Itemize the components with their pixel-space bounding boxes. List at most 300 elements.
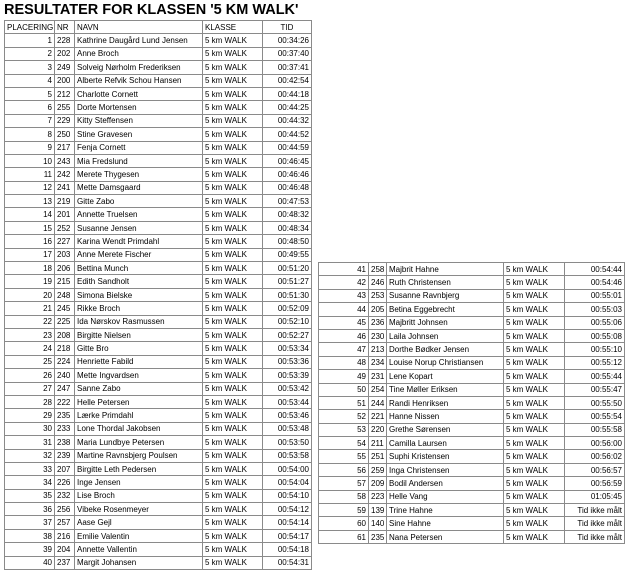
klasse-cell: 5 km WALK	[203, 315, 263, 328]
nr-cell: 231	[369, 370, 387, 383]
nr-cell: 216	[55, 529, 75, 542]
name-cell: Edith Sandholt	[75, 275, 203, 288]
nr-cell: 242	[55, 168, 75, 181]
tid-cell: 00:44:59	[263, 141, 312, 154]
tid-cell: 00:56:59	[565, 477, 625, 490]
table-row	[319, 423, 625, 436]
name-cell: Camilla Laursen	[387, 437, 504, 450]
placering-cell: 7	[5, 114, 55, 127]
nr-cell: 221	[369, 410, 387, 423]
table-row	[5, 61, 312, 74]
name-cell: Suphi Kristensen	[387, 450, 504, 463]
table-row	[319, 343, 625, 356]
name-cell: Rikke Broch	[75, 302, 203, 315]
nr-cell: 248	[55, 288, 75, 301]
table-row	[319, 450, 625, 463]
placering-cell: 42	[319, 276, 369, 289]
header-nr: NR	[55, 21, 75, 34]
name-cell: Inge Jensen	[75, 476, 203, 489]
placering-cell: 9	[5, 141, 55, 154]
table-row	[319, 263, 625, 276]
tid-cell: 00:55:50	[565, 396, 625, 409]
nr-cell: 204	[55, 543, 75, 556]
table-row	[5, 516, 312, 529]
klasse-cell: 5 km WALK	[504, 303, 565, 316]
tid-cell: 00:55:08	[565, 329, 625, 342]
placering-cell: 32	[5, 449, 55, 462]
tid-cell: 00:56:00	[565, 437, 625, 450]
placering-cell: 53	[319, 423, 369, 436]
placering-cell: 6	[5, 101, 55, 114]
name-cell: Margit Johansen	[75, 556, 203, 569]
table-row	[5, 395, 312, 408]
name-cell: Helle Vang	[387, 490, 504, 503]
tid-cell: 00:48:34	[263, 221, 312, 234]
table-row	[5, 208, 312, 221]
nr-cell: 258	[369, 263, 387, 276]
table-row	[319, 396, 625, 409]
placering-cell: 58	[319, 490, 369, 503]
klasse-cell: 5 km WALK	[203, 61, 263, 74]
klasse-cell: 5 km WALK	[504, 356, 565, 369]
tid-cell: 00:53:34	[263, 342, 312, 355]
name-cell: Tine Møller Eriksen	[387, 383, 504, 396]
klasse-cell: 5 km WALK	[203, 516, 263, 529]
klasse-cell: 5 km WALK	[203, 34, 263, 47]
placering-cell: 50	[319, 383, 369, 396]
name-cell: Majbritt Johnsen	[387, 316, 504, 329]
nr-cell: 236	[369, 316, 387, 329]
table-row	[5, 154, 312, 167]
klasse-cell: 5 km WALK	[203, 369, 263, 382]
name-cell: Vibeke Rosenmeyer	[75, 503, 203, 516]
klasse-cell: 5 km WALK	[504, 437, 565, 450]
klasse-cell: 5 km WALK	[203, 248, 263, 261]
table-row	[5, 436, 312, 449]
name-cell: Kathrine Daugård Lund Jensen	[75, 34, 203, 47]
header-placering: PLACERING	[5, 21, 55, 34]
nr-cell: 202	[55, 47, 75, 60]
klasse-cell: 5 km WALK	[504, 329, 565, 342]
table-row	[5, 328, 312, 341]
nr-cell: 217	[55, 141, 75, 154]
tid-cell: 00:55:01	[565, 289, 625, 302]
placering-cell: 18	[5, 262, 55, 275]
name-cell: Sine Hahne	[387, 517, 504, 530]
table-row	[5, 302, 312, 315]
name-cell: Ida Nørskov Rasmussen	[75, 315, 203, 328]
klasse-cell: 5 km WALK	[203, 342, 263, 355]
klasse-cell: 5 km WALK	[203, 208, 263, 221]
placering-cell: 4	[5, 74, 55, 87]
placering-cell: 39	[5, 543, 55, 556]
placering-cell: 51	[319, 396, 369, 409]
tid-cell: 00:54:17	[263, 529, 312, 542]
table-row	[319, 329, 625, 342]
name-cell: Susanne Ravnbjerg	[387, 289, 504, 302]
tid-cell: 00:44:32	[263, 114, 312, 127]
tid-cell: 00:53:46	[263, 409, 312, 422]
placering-cell: 10	[5, 154, 55, 167]
table-row	[5, 503, 312, 516]
tid-cell: 00:52:09	[263, 302, 312, 315]
tid-cell: 00:54:04	[263, 476, 312, 489]
nr-cell: 224	[55, 355, 75, 368]
klasse-cell: 5 km WALK	[504, 410, 565, 423]
klasse-cell: 5 km WALK	[504, 370, 565, 383]
placering-cell: 52	[319, 410, 369, 423]
name-cell: Hanne Nissen	[387, 410, 504, 423]
nr-cell: 218	[55, 342, 75, 355]
tid-cell: 00:42:54	[263, 74, 312, 87]
table-row	[5, 128, 312, 141]
placering-cell: 23	[5, 328, 55, 341]
placering-cell: 56	[319, 463, 369, 476]
klasse-cell: 5 km WALK	[504, 517, 565, 530]
tid-cell: Tid ikke målt	[565, 530, 625, 543]
name-cell: Dorthe Bødker Jensen	[387, 343, 504, 356]
tid-cell: 00:34:26	[263, 34, 312, 47]
klasse-cell: 5 km WALK	[504, 450, 565, 463]
table-row	[5, 529, 312, 542]
table-row	[319, 437, 625, 450]
klasse-cell: 5 km WALK	[203, 382, 263, 395]
placering-cell: 59	[319, 504, 369, 517]
table-row	[5, 262, 312, 275]
placering-cell: 38	[5, 529, 55, 542]
name-cell: Louise Norup Christiansen	[387, 356, 504, 369]
tid-cell: 00:52:10	[263, 315, 312, 328]
placering-cell: 36	[5, 503, 55, 516]
klasse-cell: 5 km WALK	[203, 195, 263, 208]
table-row	[5, 101, 312, 114]
name-cell: Laila Johnsen	[387, 329, 504, 342]
table-row	[5, 288, 312, 301]
nr-cell: 244	[369, 396, 387, 409]
name-cell: Merete Thygesen	[75, 168, 203, 181]
table-row	[319, 463, 625, 476]
tid-cell: 00:46:46	[263, 168, 312, 181]
nr-cell: 255	[55, 101, 75, 114]
tid-cell: 00:53:44	[263, 395, 312, 408]
table-row	[5, 141, 312, 154]
nr-cell: 226	[55, 476, 75, 489]
nr-cell: 225	[55, 315, 75, 328]
tid-cell: 00:44:18	[263, 87, 312, 100]
placering-cell: 44	[319, 303, 369, 316]
tid-cell: 00:47:53	[263, 195, 312, 208]
klasse-cell: 5 km WALK	[203, 221, 263, 234]
name-cell: Birgitte Leth Pedersen	[75, 462, 203, 475]
placering-cell: 43	[319, 289, 369, 302]
placering-cell: 35	[5, 489, 55, 502]
name-cell: Randi Henriksen	[387, 396, 504, 409]
klasse-cell: 5 km WALK	[504, 530, 565, 543]
table-row	[319, 490, 625, 503]
nr-cell: 250	[55, 128, 75, 141]
tid-cell: 00:54:00	[263, 462, 312, 475]
name-cell: Annette Truelsen	[75, 208, 203, 221]
placering-cell: 26	[5, 369, 55, 382]
nr-cell: 245	[55, 302, 75, 315]
table-row	[5, 235, 312, 248]
nr-cell: 140	[369, 517, 387, 530]
name-cell: Nana Petersen	[387, 530, 504, 543]
tid-cell: 00:55:12	[565, 356, 625, 369]
name-cell: Bettina Munch	[75, 262, 203, 275]
name-cell: Aase Gejl	[75, 516, 203, 529]
tid-cell: 00:46:45	[263, 154, 312, 167]
klasse-cell: 5 km WALK	[203, 395, 263, 408]
table-row	[5, 248, 312, 261]
placering-cell: 37	[5, 516, 55, 529]
name-cell: Mette Ingvardsen	[75, 369, 203, 382]
tid-cell: 00:54:10	[263, 489, 312, 502]
name-cell: Emilie Valentin	[75, 529, 203, 542]
nr-cell: 227	[55, 235, 75, 248]
header-klasse: KLASSE	[203, 21, 263, 34]
tid-cell: 00:56:02	[565, 450, 625, 463]
placering-cell: 41	[319, 263, 369, 276]
nr-cell: 240	[55, 369, 75, 382]
table-row	[319, 289, 625, 302]
placering-cell: 27	[5, 382, 55, 395]
table-row	[319, 303, 625, 316]
table-row	[5, 556, 312, 569]
table-row	[5, 34, 312, 47]
name-cell: Solveig Nørholm Frederiksen	[75, 61, 203, 74]
nr-cell: 223	[369, 490, 387, 503]
tid-cell: 00:53:42	[263, 382, 312, 395]
name-cell: Martine Ravnsbjerg Poulsen	[75, 449, 203, 462]
name-cell: Karina Wendt Primdahl	[75, 235, 203, 248]
nr-cell: 228	[55, 34, 75, 47]
header-row	[5, 21, 312, 34]
table-row	[5, 369, 312, 382]
nr-cell: 200	[55, 74, 75, 87]
name-cell: Majbrit Hahne	[387, 263, 504, 276]
nr-cell: 207	[55, 462, 75, 475]
name-cell: Ruth Christensen	[387, 276, 504, 289]
name-cell: Grethe Sørensen	[387, 423, 504, 436]
header-tid: TID	[263, 21, 312, 34]
nr-cell: 213	[369, 343, 387, 356]
table-row	[5, 409, 312, 422]
nr-cell: 251	[369, 450, 387, 463]
tid-cell: 00:55:54	[565, 410, 625, 423]
name-cell: Susanne Jensen	[75, 221, 203, 234]
klasse-cell: 5 km WALK	[203, 436, 263, 449]
placering-cell: 40	[5, 556, 55, 569]
nr-cell: 246	[369, 276, 387, 289]
placering-cell: 45	[319, 316, 369, 329]
placering-cell: 29	[5, 409, 55, 422]
table-row	[5, 87, 312, 100]
nr-cell: 229	[55, 114, 75, 127]
table-row	[319, 316, 625, 329]
tid-cell: Tid ikke målt	[565, 504, 625, 517]
klasse-cell: 5 km WALK	[504, 316, 565, 329]
table-row	[319, 276, 625, 289]
placering-cell: 31	[5, 436, 55, 449]
klasse-cell: 5 km WALK	[203, 128, 263, 141]
table-row	[5, 543, 312, 556]
nr-cell: 206	[55, 262, 75, 275]
klasse-cell: 5 km WALK	[504, 504, 565, 517]
klasse-cell: 5 km WALK	[203, 262, 263, 275]
table-row	[5, 315, 312, 328]
klasse-cell: 5 km WALK	[203, 462, 263, 475]
placering-cell: 22	[5, 315, 55, 328]
klasse-cell: 5 km WALK	[203, 529, 263, 542]
table-row	[5, 195, 312, 208]
placering-cell: 47	[319, 343, 369, 356]
placering-cell: 24	[5, 342, 55, 355]
nr-cell: 247	[55, 382, 75, 395]
name-cell: Stine Gravesen	[75, 128, 203, 141]
nr-cell: 201	[55, 208, 75, 221]
nr-cell: 256	[55, 503, 75, 516]
nr-cell: 222	[55, 395, 75, 408]
table-row	[319, 477, 625, 490]
name-cell: Trine Hahne	[387, 504, 504, 517]
table-row	[5, 449, 312, 462]
klasse-cell: 5 km WALK	[504, 490, 565, 503]
klasse-cell: 5 km WALK	[203, 489, 263, 502]
tid-cell: 00:53:36	[263, 355, 312, 368]
name-cell: Gitte Bro	[75, 342, 203, 355]
klasse-cell: 5 km WALK	[504, 383, 565, 396]
tid-cell: 00:49:55	[263, 248, 312, 261]
tid-cell: 00:51:30	[263, 288, 312, 301]
tid-cell: 00:53:48	[263, 422, 312, 435]
nr-cell: 212	[55, 87, 75, 100]
nr-cell: 252	[55, 221, 75, 234]
klasse-cell: 5 km WALK	[504, 276, 565, 289]
nr-cell: 215	[55, 275, 75, 288]
placering-cell: 57	[319, 477, 369, 490]
placering-cell: 54	[319, 437, 369, 450]
tid-cell: 00:37:41	[263, 61, 312, 74]
placering-cell: 21	[5, 302, 55, 315]
klasse-cell: 5 km WALK	[203, 288, 263, 301]
klasse-cell: 5 km WALK	[504, 289, 565, 302]
name-cell: Dorte Mortensen	[75, 101, 203, 114]
name-cell: Birgitte Nielsen	[75, 328, 203, 341]
nr-cell: 203	[55, 248, 75, 261]
table-row	[319, 383, 625, 396]
klasse-cell: 5 km WALK	[203, 235, 263, 248]
nr-cell: 230	[369, 329, 387, 342]
klasse-cell: 5 km WALK	[203, 141, 263, 154]
header-navn: NAVN	[75, 21, 203, 34]
klasse-cell: 5 km WALK	[504, 396, 565, 409]
tid-cell: 00:53:58	[263, 449, 312, 462]
placering-cell: 16	[5, 235, 55, 248]
klasse-cell: 5 km WALK	[504, 263, 565, 276]
name-cell: Maria Lundbye Petersen	[75, 436, 203, 449]
placering-cell: 28	[5, 395, 55, 408]
placering-cell: 48	[319, 356, 369, 369]
tid-cell: 00:54:46	[565, 276, 625, 289]
nr-cell: 237	[55, 556, 75, 569]
page-title: RESULTATER FOR KLASSEN '5 KM WALK'	[4, 2, 299, 18]
name-cell: Lise Broch	[75, 489, 203, 502]
tid-cell: 00:44:52	[263, 128, 312, 141]
klasse-cell: 5 km WALK	[203, 328, 263, 341]
klasse-cell: 5 km WALK	[203, 556, 263, 569]
placering-cell: 20	[5, 288, 55, 301]
table-row	[5, 74, 312, 87]
table-row	[5, 342, 312, 355]
klasse-cell: 5 km WALK	[203, 449, 263, 462]
placering-cell: 1	[5, 34, 55, 47]
klasse-cell: 5 km WALK	[203, 409, 263, 422]
table-row	[319, 410, 625, 423]
tid-cell: 00:37:40	[263, 47, 312, 60]
nr-cell: 235	[369, 530, 387, 543]
results-table-right	[318, 262, 625, 544]
klasse-cell: 5 km WALK	[203, 302, 263, 315]
results-table-left	[4, 20, 312, 570]
placering-cell: 3	[5, 61, 55, 74]
klasse-cell: 5 km WALK	[203, 114, 263, 127]
klasse-cell: 5 km WALK	[504, 423, 565, 436]
placering-cell: 61	[319, 530, 369, 543]
nr-cell: 234	[369, 356, 387, 369]
table-row	[5, 422, 312, 435]
tid-cell: 00:46:48	[263, 181, 312, 194]
klasse-cell: 5 km WALK	[203, 87, 263, 100]
placering-cell: 19	[5, 275, 55, 288]
klasse-cell: 5 km WALK	[504, 463, 565, 476]
tid-cell: 00:54:12	[263, 503, 312, 516]
nr-cell: 257	[55, 516, 75, 529]
placering-cell: 5	[5, 87, 55, 100]
nr-cell: 254	[369, 383, 387, 396]
nr-cell: 211	[369, 437, 387, 450]
name-cell: Mia Fredslund	[75, 154, 203, 167]
klasse-cell: 5 km WALK	[203, 476, 263, 489]
name-cell: Annette Vallentin	[75, 543, 203, 556]
tid-cell: 00:55:47	[565, 383, 625, 396]
tid-cell: 00:44:25	[263, 101, 312, 114]
tid-cell: 00:54:14	[263, 516, 312, 529]
table-row	[319, 530, 625, 543]
name-cell: Gitte Zabo	[75, 195, 203, 208]
nr-cell: 208	[55, 328, 75, 341]
name-cell: Betina Eggebrecht	[387, 303, 504, 316]
table-row	[319, 504, 625, 517]
klasse-cell: 5 km WALK	[504, 343, 565, 356]
nr-cell: 232	[55, 489, 75, 502]
nr-cell: 239	[55, 449, 75, 462]
table-row	[5, 168, 312, 181]
name-cell: Charlotte Cornett	[75, 87, 203, 100]
placering-cell: 25	[5, 355, 55, 368]
nr-cell: 220	[369, 423, 387, 436]
name-cell: Mette Damsgaard	[75, 181, 203, 194]
tid-cell: 00:54:31	[263, 556, 312, 569]
placering-cell: 30	[5, 422, 55, 435]
table-row	[5, 382, 312, 395]
nr-cell: 233	[55, 422, 75, 435]
name-cell: Anne Broch	[75, 47, 203, 60]
klasse-cell: 5 km WALK	[203, 154, 263, 167]
name-cell: Alberte Refvik Schou Hansen	[75, 74, 203, 87]
placering-cell: 60	[319, 517, 369, 530]
klasse-cell: 5 km WALK	[504, 477, 565, 490]
